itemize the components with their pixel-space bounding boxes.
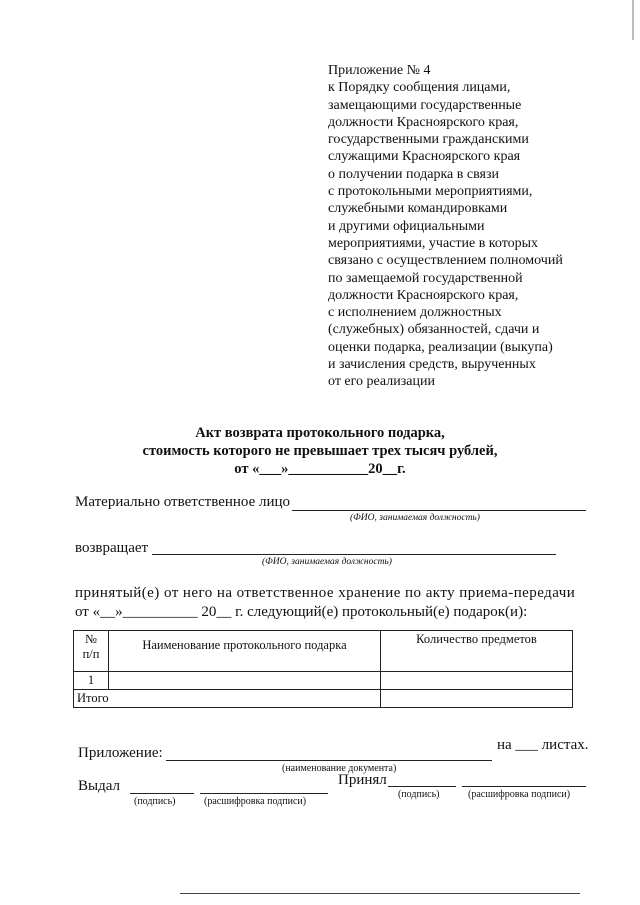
issued-label: Выдал bbox=[78, 778, 120, 794]
appendix-line: (служебных) обязанностей, сдачи и bbox=[328, 322, 540, 338]
header-num-sublabel: п/п bbox=[82, 647, 100, 661]
header-name-label: Наименование протокольного подарка bbox=[142, 638, 347, 652]
responsible-person-label: Материально ответственное лицо bbox=[75, 494, 291, 510]
issued-signature-caption: (подпись) bbox=[134, 796, 176, 807]
appendix-line: к Порядку сообщения лицами, bbox=[328, 80, 511, 96]
accepted-signature-caption: (подпись) bbox=[398, 789, 440, 800]
header-name-cell bbox=[109, 631, 381, 672]
appendix-line: должности Красноярского края, bbox=[328, 114, 519, 130]
appendix-line: по замещаемой государственной bbox=[328, 270, 523, 286]
returns-person-caption: (ФИО, занимаемая должность) bbox=[262, 557, 392, 567]
issued-decoding-caption: (расшифровка подписи) bbox=[204, 796, 307, 807]
appendix-line: служащими Красноярского края bbox=[328, 149, 521, 165]
attachment-document-field[interactable] bbox=[166, 760, 492, 761]
issued-decoding-field[interactable] bbox=[200, 793, 328, 794]
appendix-line: и зачисления средств, вырученных bbox=[328, 357, 536, 373]
returns-label: возвращает bbox=[75, 540, 149, 556]
appendix-line: Приложение № 4 bbox=[328, 63, 431, 78]
table-header-row bbox=[74, 631, 573, 672]
appendix-line: с протокольными мероприятиями, bbox=[328, 184, 533, 200]
appendix-line: о получении подарка в связи bbox=[328, 166, 499, 182]
appendix-line: государственными гражданскими bbox=[328, 132, 529, 148]
appendix-block bbox=[328, 62, 618, 391]
accepted-label: Принял bbox=[338, 772, 387, 788]
header-num-label: № bbox=[85, 632, 97, 646]
attachment-caption: (наименование документа) bbox=[282, 763, 397, 774]
act-title-line2: стоимость которого не превышает трех тысяч рублей, bbox=[142, 443, 498, 459]
row-name-cell[interactable] bbox=[109, 672, 381, 690]
act-title-line1: Акт возврата протокольного подарка, bbox=[195, 425, 445, 441]
total-qty-cell[interactable] bbox=[381, 690, 573, 708]
appendix-line: должности Красноярского края, bbox=[328, 287, 519, 303]
header-qty-label: Количество предметов bbox=[416, 632, 537, 646]
row-num: 1 bbox=[87, 673, 95, 687]
appendix-line: мероприятиями, участие в которых bbox=[328, 235, 539, 251]
responsible-person-caption: (ФИО, занимаемая должность) bbox=[350, 513, 480, 523]
scan-edge-mark bbox=[632, 0, 634, 40]
appendix-line: замещающими государственные bbox=[328, 97, 522, 113]
accepted-signature-field[interactable] bbox=[388, 786, 456, 787]
appendix-line: с исполнением должностных bbox=[328, 305, 502, 321]
gifts-table bbox=[73, 630, 573, 708]
attachment-label: Приложение: bbox=[78, 745, 163, 761]
returns-person-field[interactable] bbox=[152, 554, 556, 555]
page-bottom-rule bbox=[180, 893, 580, 894]
appendix-line: от его реализации bbox=[328, 374, 435, 390]
total-label: Итого bbox=[77, 691, 109, 705]
accepted-text-line2: от «__»__________ 20__ г. следующий(е) протокольный(е) подарок(и): bbox=[75, 604, 528, 620]
header-num-cell bbox=[74, 631, 109, 672]
appendix-line: и другими официальными bbox=[328, 218, 485, 234]
accepted-decoding-field[interactable] bbox=[462, 786, 586, 787]
accepted-text-line1: принятый(е) от него на ответственное хранение по акту приема-передачи bbox=[75, 585, 576, 601]
total-label-cell bbox=[74, 690, 381, 708]
accepted-decoding-caption: (расшифровка подписи) bbox=[468, 789, 571, 800]
act-title-date: от «___»___________20__г. bbox=[234, 461, 406, 477]
attachment-sheets-label: на ___ листах. bbox=[497, 737, 589, 753]
row-qty-cell[interactable] bbox=[381, 672, 573, 690]
header-qty-cell bbox=[381, 631, 573, 672]
responsible-person-field[interactable] bbox=[292, 510, 586, 511]
appendix-line: связано с осуществлением полномочий bbox=[328, 253, 563, 269]
row-num-cell bbox=[74, 672, 109, 690]
appendix-line: служебными командировками bbox=[328, 201, 508, 217]
appendix-line: оценки подарка, реализации (выкупа) bbox=[328, 339, 553, 355]
table-total-row bbox=[74, 690, 573, 708]
issued-signature-field[interactable] bbox=[130, 793, 194, 794]
table-row bbox=[74, 672, 573, 690]
